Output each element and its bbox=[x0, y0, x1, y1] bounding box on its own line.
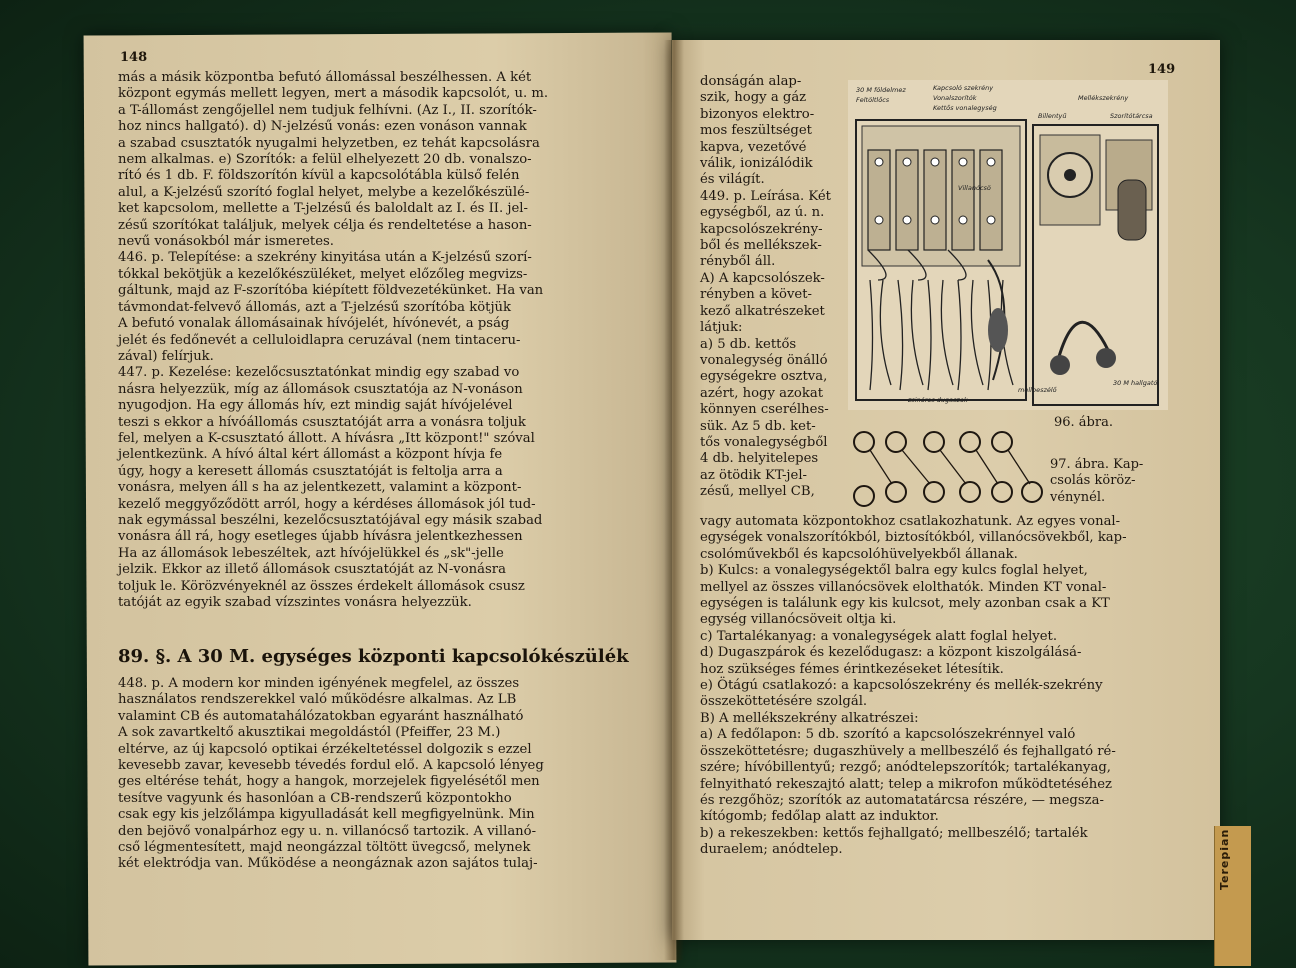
text-line: alul, a K-jelzésű szorító foglal helyet, melybe a kezelőkészülé- bbox=[118, 184, 530, 200]
left-page-text-continued bbox=[118, 676, 648, 873]
text-line: az ötödik KT-jel- bbox=[700, 467, 807, 483]
text-line: vonalegység önálló bbox=[700, 352, 828, 368]
text-line: vonásra, melyen áll s ha az jelentkezett, valamint a központ- bbox=[118, 480, 522, 496]
text-line: és világít. bbox=[700, 172, 765, 188]
text-line: csolóművekből és kapcsolóhüvelyekből állanak. bbox=[700, 546, 1018, 562]
fig96-label: Mellékszekrény bbox=[1078, 94, 1129, 102]
text-line: a) A fedőlapon: 5 db. szorító a kapcsolószekrénnyel való bbox=[700, 727, 1076, 743]
fig96-label: 30 M földelmez bbox=[856, 86, 906, 94]
figure-97-caption bbox=[1050, 457, 1143, 506]
text-line: látjuk: bbox=[700, 320, 743, 336]
fig96-label: Billentyű bbox=[1038, 112, 1067, 120]
text-line: vagy automata központokhoz csatlakozhatunk. Az egyes vonal- bbox=[700, 514, 1121, 529]
text-line: más a másik központba befutó állomással beszélhessen. A két bbox=[118, 70, 532, 85]
text-line: hoz nincs hallgató). d) N-jelzésű vonás: ezen vonáson vannak bbox=[118, 119, 527, 135]
text-line: válik, ionizálódik bbox=[700, 156, 813, 172]
text-line: két elektródja van. Működése a neongáznak azon sajátos tulaj- bbox=[118, 856, 538, 872]
text-line: zával) felírjuk. bbox=[118, 348, 214, 364]
text-line: rényben a követ- bbox=[700, 287, 812, 303]
left-page-text bbox=[118, 70, 648, 611]
text-line: tős vonalegységből bbox=[700, 434, 828, 450]
text-line: egységen is találunk egy kis kulcsot, mely azonban csak a KT bbox=[700, 596, 1110, 612]
text-line: egységből, az ú. n. bbox=[700, 205, 825, 221]
text-line: összeköttetésre; dugaszhüvely a mellbeszélő és fejhallgató ré- bbox=[700, 743, 1116, 759]
text-line: duraelem; anódtelep. bbox=[700, 842, 843, 858]
text-line: csak egy kis jelzőlámpa kigyulladását kell megfigyelnünk. Min bbox=[118, 807, 535, 823]
text-line: a szabad csusztatók nyugalmi helyzetben, ez tehát kapcsolásra bbox=[118, 135, 540, 151]
caption-line: csolás köröz- bbox=[1050, 473, 1136, 489]
text-line: cső légmentesített, majd neongázzal töltött üvegcső, melynek bbox=[118, 840, 531, 856]
book-gutter bbox=[664, 40, 684, 960]
index-tab-label: Terepian bbox=[1218, 828, 1231, 890]
fig96-label: Villanócsö bbox=[958, 184, 991, 192]
text-line: szik, hogy a gáz bbox=[700, 90, 807, 106]
text-line: A sok zavartkeltő akusztikai megoldástól (Pfeiffer, 23 M.) bbox=[118, 725, 501, 741]
text-line: A) A kapcsolószek- bbox=[700, 270, 825, 286]
text-line: egység villanócsöveit oltja ki. bbox=[700, 612, 897, 628]
text-line: c) Tartalékanyag: a vonalegységek alatt foglal helyet. bbox=[700, 628, 1058, 644]
text-line: teszi s ekkor a hívóállomás csusztatóját arra a vonásra toljuk bbox=[118, 414, 526, 430]
left-page-number: 148 bbox=[120, 50, 148, 65]
text-line: 4 db. helyitelepes bbox=[700, 451, 819, 467]
text-line: e) Ötágú csatlakozó: a kapcsolószekrény és mellék-szekrény bbox=[700, 678, 1103, 694]
fig96-label: Kettős vonalegység bbox=[933, 104, 997, 112]
text-line: ből és mellékszek- bbox=[700, 238, 822, 254]
fig96-label: Szorítótárcsa bbox=[1110, 112, 1153, 120]
text-line: távmondat-felvevő állomás, azt a T-jelzésű szorítóba kötjük bbox=[118, 299, 512, 315]
right-page-text bbox=[700, 514, 1178, 859]
text-line: kezelő meggyőződött arról, hogy a kérdéses állomások jól tud- bbox=[118, 496, 536, 512]
text-line: valamint CB és automatahálózatokban egyaránt használható bbox=[118, 708, 524, 724]
text-line: egységekre osztva, bbox=[700, 369, 828, 385]
text-line: 448. p. A modern kor minden igényének megfelel, az összes bbox=[118, 676, 520, 691]
text-line: gáltunk, majd az F-szorítóba kiépített földvezetékünket. Ha van bbox=[118, 283, 544, 299]
text-line: nevű vonásokból már ismeretes. bbox=[118, 234, 334, 250]
text-line: felnyitható rekeszajtó alatt; telep a mikrofon működtetéséhez bbox=[700, 776, 1112, 792]
text-line: A befutó vonalak állomásainak hívójelét, hívónevét, a pság bbox=[118, 316, 510, 332]
text-line: könnyen cserélhes- bbox=[700, 402, 829, 418]
text-line: használatos rendszerekkel való működésre alkalmas. Az LB bbox=[118, 692, 517, 708]
text-line: a T-állomást zengőjellel nem tudjuk felhívni. (Az I., II. szorítók- bbox=[118, 102, 537, 118]
text-line: egységek vonalszorítókból, biztosítókból, villanócsövekből, kap- bbox=[700, 530, 1127, 546]
text-line: kítógomb; fedőlap alatt az induktor. bbox=[700, 809, 939, 825]
text-line: mellyel az összes villanócsövek elolthatók. Minden KT vonal- bbox=[700, 579, 1107, 595]
text-line: Ha az állomások lebeszéltek, azt hívójelükkel és „sk"-jelle bbox=[118, 545, 504, 561]
text-line: sük. Az 5 db. ket- bbox=[700, 418, 816, 434]
text-line: 447. p. Kezelése: kezelőcsusztatónkat mindig egy szabad vo bbox=[118, 365, 520, 381]
text-line: központ egymás mellett legyen, mert a második kapcsolót, u. m. bbox=[118, 86, 549, 102]
text-line: kapva, vezetővé bbox=[700, 139, 807, 155]
text-line: zésű szorítókat találjuk, melyek célja és rendeltetése a hason- bbox=[118, 217, 532, 233]
text-line: b) a rekeszekben: kettős fejhallgató; mellbeszélő; tartalék bbox=[700, 825, 1088, 841]
text-line: toljuk le. Körözvényeknél az összes érdekelt állomások csusz bbox=[118, 578, 525, 594]
text-line: szére; hívóbillentyű; rezgő; anódtelepszorítók; tartalékanyag, bbox=[700, 760, 1111, 776]
text-line: ges eltérése tehát, hogy a hangok, morzejelek figyelésétől men bbox=[118, 774, 540, 790]
text-line: nyugodjon. Ha egy állomás hív, ezt mindig saját hívójelével bbox=[118, 398, 513, 414]
text-line: tatóját az egyik szabad vízszintes vonásra helyezzük. bbox=[118, 595, 472, 610]
right-page-column-text bbox=[700, 74, 842, 501]
text-line: jelzik. Ekkor az illető állomások csusztatóját az N-vonásra bbox=[118, 562, 506, 578]
text-line: kevesebb zavar, kevesebb tévedés fordul elő. A kapcsoló lényeg bbox=[118, 758, 544, 774]
text-line: zésű, mellyel CB, bbox=[700, 484, 815, 500]
fig96-label: Vonalszorítók bbox=[933, 94, 977, 102]
text-line: b) Kulcs: a vonalegységektől balra egy kulcs foglal helyet, bbox=[700, 563, 1088, 579]
text-line: kapcsolószekrény- bbox=[700, 221, 823, 237]
text-line: azért, hogy azokat bbox=[700, 385, 824, 401]
text-line: tesítve vagyunk és hasonlóan a CB-rendszerű központokho bbox=[118, 790, 512, 806]
text-line: ket kapcsolom, mellette a T-jelzésű és baloldalt az I. és II. jel- bbox=[118, 201, 528, 217]
caption-line: vénynél. bbox=[1050, 489, 1106, 505]
right-page-number: 149 bbox=[1148, 62, 1176, 77]
caption-line: 97. ábra. Kap- bbox=[1050, 457, 1144, 472]
fig96-label: 30 M hallgató bbox=[1113, 379, 1158, 387]
text-line: fel, melyen a K-csusztató állott. A hívásra „Itt központ!" szóval bbox=[118, 430, 535, 446]
text-line: úgy, hogy a keresett állomás csusztatóját is feltolja arra a bbox=[118, 463, 503, 479]
text-line: és rezgőhöz; szorítók az automatatárcsa részére, — megsza- bbox=[700, 792, 1104, 808]
fig96-label: mellbeszélő bbox=[1018, 386, 1057, 394]
fig96-label: zsinóros dugaszok bbox=[908, 396, 968, 404]
text-line: d) Dugaszpárok és kezelődugasz: a központ kiszolgálásá- bbox=[700, 645, 1082, 661]
text-line: rényből áll. bbox=[700, 254, 776, 270]
fig96-label: Kapcsoló szekrény bbox=[933, 84, 994, 92]
figure-96-caption: 96. ábra. bbox=[1054, 415, 1113, 430]
text-line: 446. p. Telepítése: a szekrény kinyitása után a K-jelzésű szorí- bbox=[118, 250, 532, 266]
text-line: összeköttetésére szolgál. bbox=[700, 694, 868, 710]
text-line: a) 5 db. kettős bbox=[700, 336, 797, 352]
text-line: jelét és fedőnevét a celluloidlapra ceruzával (nem tintaceru- bbox=[118, 332, 521, 348]
fig96-label: Feltöltlőcs bbox=[856, 96, 890, 104]
text-line: nak egymással beszélni, kezelőcsusztatójával egy másik szabad bbox=[118, 512, 543, 528]
figure-97-circuit-drawing bbox=[848, 428, 1044, 512]
text-line: násra helyezzük, míg az állomások csusztatója az N-vonáson bbox=[118, 381, 523, 397]
text-line: donságán alap- bbox=[700, 74, 802, 89]
text-line: eltérve, az új kapcsoló optikai érzékeltetéssel dolgozik s ezzel bbox=[118, 741, 532, 757]
section-heading: 89. §. A 30 M. egységes központi kapcsolókészülék bbox=[118, 646, 629, 667]
text-line: tókkal bekötjük a kezelőkészüléket, melyet előzőleg megvizs- bbox=[118, 266, 528, 282]
figure-96-switchboard-drawing bbox=[848, 80, 1168, 410]
text-line: bizonyos elektro- bbox=[700, 106, 815, 122]
text-line: B) A mellékszekrény alkatrészei: bbox=[700, 710, 919, 726]
text-line: jelentkezünk. A hívó által kért állomást a központ hívja fe bbox=[118, 447, 503, 463]
text-line: den bejövő vonalpárhoz egy u. n. villanócső tartozik. A villanó- bbox=[118, 823, 537, 839]
text-line: nem alkalmas. e) Szorítók: a felül elhelyezett 20 db. vonalszo- bbox=[118, 152, 532, 168]
text-line: rító és 1 db. F. földszorítón kívül a kapcsolótábla külső felén bbox=[118, 168, 520, 184]
text-line: mos feszültséget bbox=[700, 123, 812, 139]
text-line: hoz szükséges fémes érintkezéseket létesítik. bbox=[700, 661, 1004, 677]
text-line: vonásra áll rá, hogy esetleges újabb hívásra jelentkezhessen bbox=[118, 529, 523, 545]
text-line: 449. p. Leírása. Két bbox=[700, 188, 831, 204]
text-line: kező alkatrészeket bbox=[700, 303, 825, 319]
